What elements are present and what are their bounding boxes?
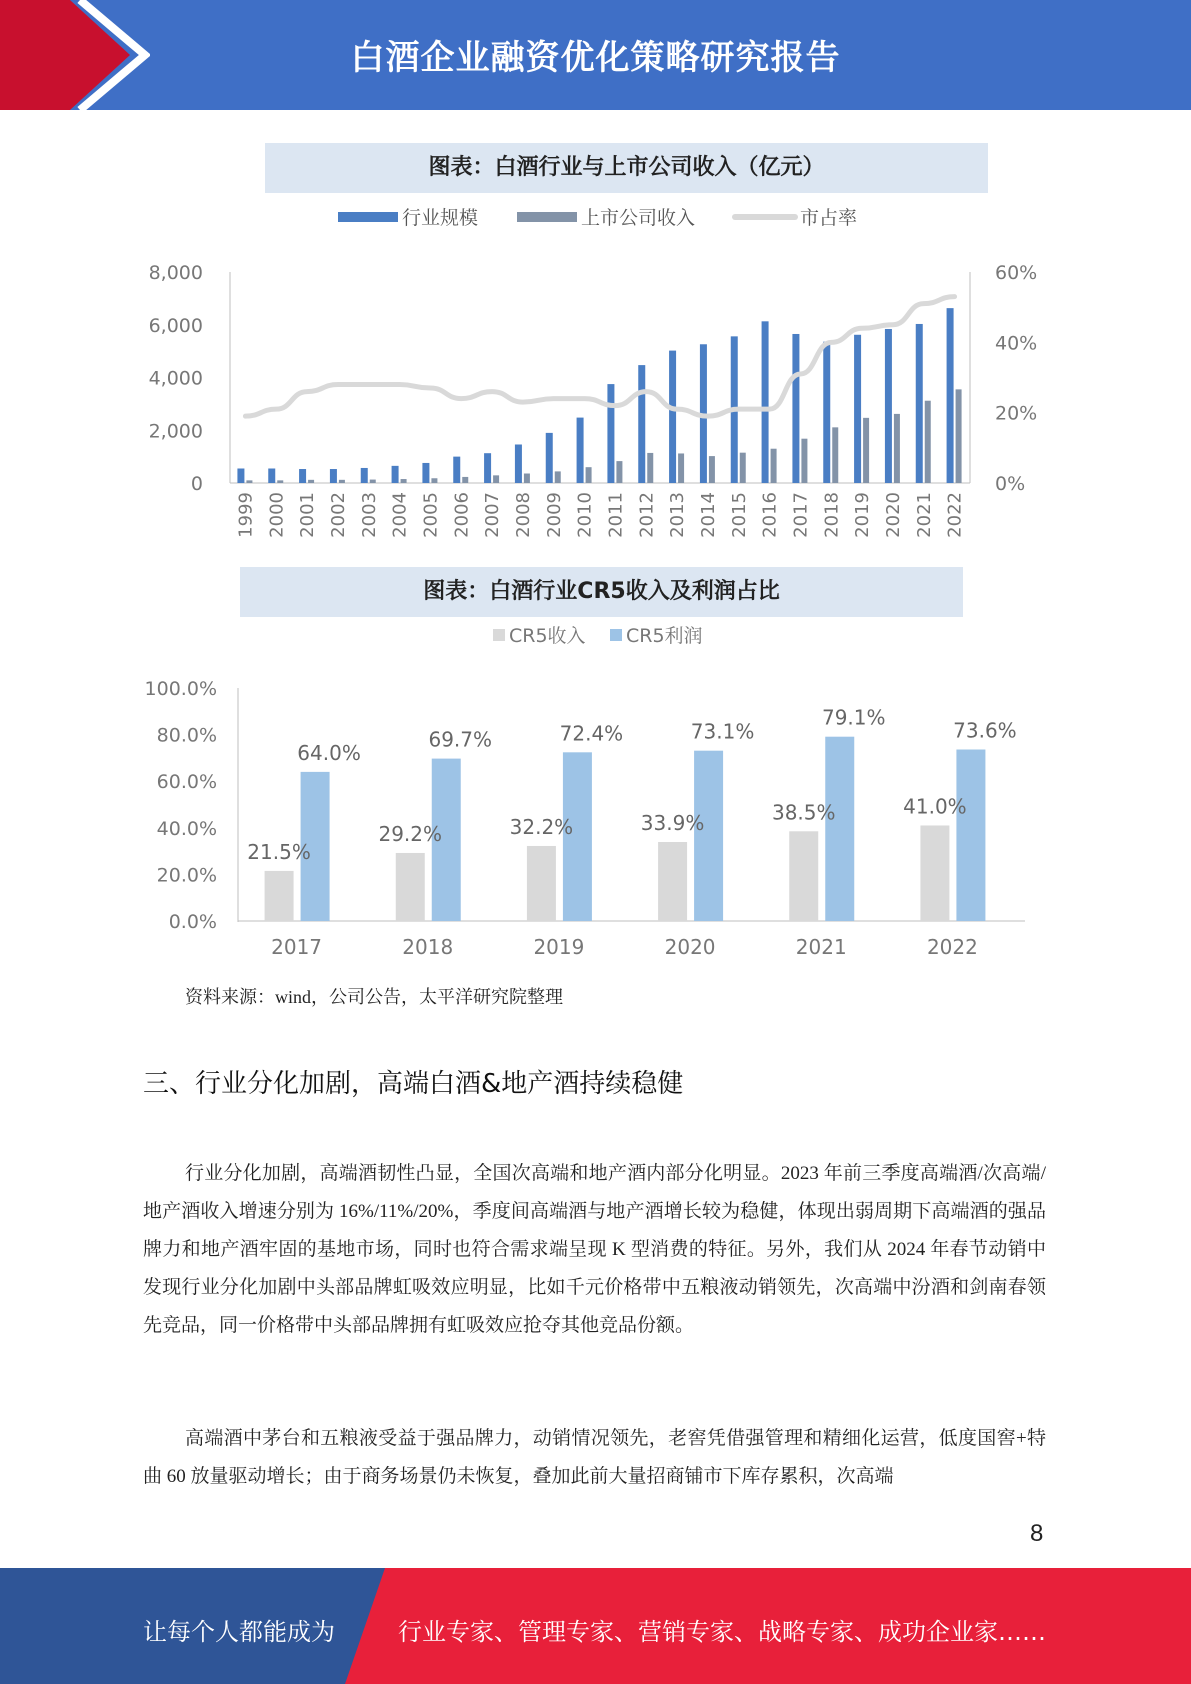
bar-listed-2007 <box>493 475 499 483</box>
bar-cr5-revenue-2017 <box>265 871 294 921</box>
x-tick-label-2011: 2011 <box>605 492 627 538</box>
bar-listed-2001 <box>308 480 314 483</box>
y-left-tick-label: 6,000 <box>148 314 203 337</box>
legend-label-cr5-revenue: CR5收入 <box>509 625 586 647</box>
bar-listed-2005 <box>431 478 437 483</box>
x-tick-label-2015: 2015 <box>728 492 750 538</box>
bar-industry-2007 <box>484 453 491 483</box>
legend-label-cr5-profit: CR5利润 <box>626 625 703 647</box>
legend-label-listed: 上市公司收入 <box>581 207 696 229</box>
legend-swatch-cr5-profit <box>610 629 622 641</box>
bar-cr5-revenue-2020 <box>658 842 687 921</box>
label-cr5-revenue-2021: 38.5% <box>771 800 836 825</box>
bar-cr5-revenue-2018 <box>396 853 425 921</box>
bar-cr5-profit-2021 <box>825 737 854 921</box>
bar-listed-2002 <box>339 480 345 483</box>
bar-listed-2022 <box>956 389 962 483</box>
cr5-y-tick-label: 100.0% <box>144 678 217 700</box>
x-tick-label-2019: 2019 <box>852 492 874 538</box>
bar-industry-2017 <box>792 334 799 483</box>
bar-listed-2010 <box>586 467 592 483</box>
label-cr5-profit-2019: 72.4% <box>559 721 624 746</box>
bar-industry-2019 <box>854 335 861 483</box>
bar-industry-1999 <box>237 468 244 483</box>
x-tick-label-2003: 2003 <box>358 492 380 538</box>
industry-revenue-chart <box>0 200 1191 560</box>
bar-listed-2009 <box>555 471 561 483</box>
bar-listed-2020 <box>894 414 900 483</box>
cr5-x-tick-label-2019: 2019 <box>533 935 585 959</box>
page-number: 8 <box>1030 1520 1044 1547</box>
footer-slogan-left: 让每个人都能成为 <box>143 1618 335 1646</box>
y-left-tick-label: 8,000 <box>148 262 203 284</box>
x-tick-label-2000: 2000 <box>266 492 288 538</box>
source-note: 资料来源：wind，公司公告，太平洋研究院整理 <box>185 987 563 1007</box>
bar-listed-1999 <box>246 480 252 483</box>
x-tick-label-2001: 2001 <box>297 492 319 538</box>
bar-industry-2001 <box>299 469 306 483</box>
bar-listed-2011 <box>616 461 622 483</box>
cr5-x-tick-label-2017: 2017 <box>271 935 323 959</box>
bar-industry-2020 <box>885 329 892 483</box>
bar-listed-2019 <box>863 418 869 483</box>
label-cr5-revenue-2017: 21.5% <box>247 839 311 864</box>
bar-industry-2010 <box>577 418 584 483</box>
chart2-title: 图表：白酒行业CR5收入及利润占比 <box>240 567 963 617</box>
bar-industry-2002 <box>330 469 337 483</box>
label-cr5-revenue-2020: 33.9% <box>640 811 705 836</box>
label-cr5-revenue-2022: 41.0% <box>903 794 967 819</box>
bar-industry-2006 <box>453 457 460 483</box>
bar-listed-2018 <box>832 427 838 483</box>
bar-cr5-profit-2020 <box>694 751 723 921</box>
bar-industry-2012 <box>638 365 645 483</box>
bar-cr5-profit-2022 <box>956 750 985 921</box>
bar-listed-2004 <box>401 479 407 483</box>
label-cr5-profit-2018: 69.7% <box>428 727 493 752</box>
x-tick-label-2002: 2002 <box>327 492 349 538</box>
x-tick-label-2010: 2010 <box>574 492 596 538</box>
x-tick-label-2005: 2005 <box>420 492 442 538</box>
paragraph-1: 行业分化加剧，高端酒韧性凸显，全国次高端和地产酒内部分化明显。2023 年前三季度高端酒/次高端/地产酒收入增速分别为 16%/11%/20%，季度间高端酒与地产酒增长较为稳健，体现出弱周期下高端酒的强品牌力和地产酒牢固的基地市场，同时也符合需求端呈现 K 型消费的特征。另外，我们从 2024 年春节动销中发现行业分化加剧中头部品牌虹吸效应明显，比如千元价格带中五粮液动销领先，次高端中汾酒和剑南春领先竞品，同一价格带中头部品牌拥有虹吸效应抢夺其他竞品份额。 <box>143 1163 1046 1336</box>
bar-industry-2011 <box>607 384 614 483</box>
y-left-tick-label: 4,000 <box>148 367 203 390</box>
paragraph-2: 高端酒中茅台和五粮液受益于强品牌力，动销情况领先，老窖凭借强管理和精细化运营，低度国窖+特曲 60 放量驱动增长；由于商务场景仍未恢复，叠加此前大量招商铺市下库存累积，次高端 <box>143 1428 1046 1487</box>
label-cr5-revenue-2019: 32.2% <box>509 814 574 839</box>
label-cr5-profit-2017: 64.0% <box>297 740 361 765</box>
bar-industry-2018 <box>823 342 830 483</box>
y-right-tick-label: 0% <box>995 473 1026 495</box>
cr5-y-tick-label: 0.0% <box>168 911 217 933</box>
cr5-y-tick-label: 40.0% <box>156 817 217 840</box>
legend-label-industry: 行业规模 <box>402 207 479 229</box>
cr5-y-tick-label: 60.0% <box>156 771 217 794</box>
x-tick-label-2009: 2009 <box>543 492 565 538</box>
x-tick-label-2004: 2004 <box>389 492 411 538</box>
y-right-tick-label: 60% <box>995 262 1038 284</box>
bar-listed-2017 <box>801 439 807 483</box>
x-tick-label-2022: 2022 <box>944 492 966 538</box>
x-tick-label-2008: 2008 <box>512 492 534 538</box>
cr5-x-tick-label-2018: 2018 <box>402 935 454 959</box>
legend-label-share: 市占率 <box>800 207 858 229</box>
y-right-tick-label: 40% <box>995 332 1038 355</box>
cr5-y-tick-label: 20.0% <box>156 864 217 887</box>
x-tick-label-2021: 2021 <box>913 492 935 538</box>
legend-swatch-industry <box>338 212 398 222</box>
bar-listed-2012 <box>647 453 653 483</box>
section-heading: 三、行业分化加剧，高端白酒&地产酒持续稳健 <box>143 1069 684 1099</box>
y-left-tick-label: 0 <box>190 473 203 495</box>
bar-listed-2013 <box>678 453 684 483</box>
x-tick-label-2018: 2018 <box>821 492 843 538</box>
report-title: 白酒企业融资优化策略研究报告 <box>350 38 841 78</box>
x-tick-label-2020: 2020 <box>882 492 904 538</box>
bar-listed-2006 <box>462 477 468 483</box>
bar-industry-2000 <box>268 468 275 483</box>
cr5-x-tick-label-2021: 2021 <box>795 935 847 959</box>
cr5-share-chart <box>0 620 1191 970</box>
market-share-line <box>245 297 954 417</box>
cr5-x-tick-label-2022: 2022 <box>926 935 978 959</box>
legend-swatch-listed <box>517 212 577 222</box>
bar-cr5-revenue-2021 <box>789 831 818 921</box>
cr5-y-tick-label: 80.0% <box>156 724 217 747</box>
x-tick-label-2012: 2012 <box>636 492 658 538</box>
bar-industry-2004 <box>392 466 399 483</box>
x-tick-label-2007: 2007 <box>482 492 504 538</box>
bar-industry-2016 <box>762 321 769 483</box>
label-cr5-profit-2021: 79.1% <box>821 705 886 730</box>
bar-industry-2021 <box>916 324 923 483</box>
bar-industry-2005 <box>422 463 429 483</box>
label-cr5-revenue-2018: 29.2% <box>378 821 443 846</box>
bar-listed-2014 <box>709 456 715 483</box>
bar-industry-2009 <box>546 433 553 483</box>
bar-listed-2021 <box>925 401 931 483</box>
x-tick-label-2013: 2013 <box>667 492 689 538</box>
bar-cr5-revenue-2022 <box>920 825 949 921</box>
x-tick-label-2014: 2014 <box>697 492 719 538</box>
x-tick-label-2017: 2017 <box>790 492 812 538</box>
bar-listed-2008 <box>524 474 530 483</box>
bar-listed-2016 <box>771 449 777 483</box>
label-cr5-profit-2022: 73.6% <box>953 718 1017 743</box>
y-right-tick-label: 20% <box>995 402 1038 425</box>
x-tick-label-2016: 2016 <box>759 492 781 538</box>
bar-cr5-revenue-2019 <box>527 846 556 921</box>
x-tick-label-1999: 1999 <box>235 492 257 538</box>
bar-listed-2015 <box>740 453 746 483</box>
bar-listed-2000 <box>277 480 283 483</box>
legend-swatch-cr5-revenue <box>493 629 505 641</box>
footer-slogan-right: 行业专家、管理专家、营销专家、战略专家、成功企业家…… <box>398 1618 1046 1646</box>
y-left-tick-label: 2,000 <box>148 420 203 443</box>
header-bar <box>0 0 1191 110</box>
bar-industry-2003 <box>361 468 368 483</box>
bar-industry-2013 <box>669 351 676 483</box>
x-tick-label-2006: 2006 <box>451 492 473 538</box>
bar-industry-2008 <box>515 444 522 483</box>
bar-industry-2022 <box>947 308 954 483</box>
bar-listed-2003 <box>370 480 376 483</box>
label-cr5-profit-2020: 73.1% <box>690 719 755 744</box>
chart1-title: 图表：白酒行业与上市公司收入（亿元） <box>265 143 988 193</box>
cr5-x-tick-label-2020: 2020 <box>664 935 716 959</box>
